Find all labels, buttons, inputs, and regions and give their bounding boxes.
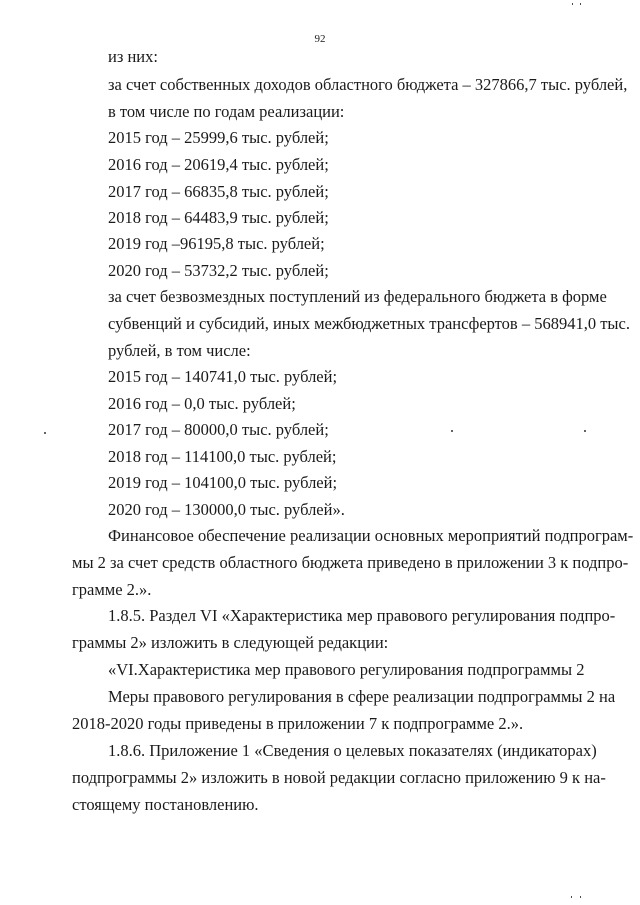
text-line: Финансовое обеспечение реализации основных мероприятий подпрограм- xyxy=(108,526,634,545)
text-line: рублей, в том числе: xyxy=(108,341,251,360)
text-line: за счет безвозмездных поступлений из федерального бюджета в форме xyxy=(108,287,607,306)
text-line: подпрограммы 2» изложить в новой редакции согласно приложению 9 к на- xyxy=(72,768,606,787)
text-line: 2018 год – 64483,9 тыс. рублей; xyxy=(108,208,329,227)
text-line: в том числе по годам реализации: xyxy=(108,102,345,121)
scan-speck xyxy=(580,896,581,898)
text-line: мы 2 за счет средств областного бюджета приведено в приложении 3 к подпро- xyxy=(72,553,629,572)
scan-speck xyxy=(451,430,453,432)
scan-speck xyxy=(44,432,46,434)
text-line: 2015 год – 25999,6 тыс. рублей; xyxy=(108,128,329,147)
text-line: 2016 год – 20619,4 тыс. рублей; xyxy=(108,155,329,174)
text-line: субвенций и субсидий, иных межбюджетных трансфертов – 568941,0 тыс. xyxy=(108,314,630,333)
text-line: граммы 2» изложить в следующей редакции: xyxy=(72,633,389,652)
scan-speck xyxy=(572,3,573,5)
text-line: 2015 год – 140741,0 тыс. рублей; xyxy=(108,367,338,386)
text-line: 1.8.5. Раздел VI «Характеристика мер правового регулирования подпро- xyxy=(108,606,616,625)
text-line: 2019 год –96195,8 тыс. рублей; xyxy=(108,234,325,253)
page-number: 92 xyxy=(314,33,326,45)
text-line: грамме 2.». xyxy=(72,580,152,599)
scan-speck xyxy=(580,3,581,5)
scan-speck xyxy=(571,896,572,898)
text-line: 2017 год – 66835,8 тыс. рублей; xyxy=(108,182,329,201)
text-line: 2019 год – 104100,0 тыс. рублей; xyxy=(108,473,338,492)
text-line: Меры правового регулирования в сфере реализации подпрограммы 2 на xyxy=(108,687,616,706)
text-line: 2018-2020 годы приведены в приложении 7 к подпрограмме 2.». xyxy=(72,714,524,733)
text-line: 2020 год – 130000,0 тыс. рублей». xyxy=(108,500,345,519)
text-line: «VI.Характеристика мер правового регулирования подпрограммы 2 xyxy=(108,660,585,679)
text-line: 2017 год – 80000,0 тыс. рублей; xyxy=(108,420,329,439)
text-line: 2020 год – 53732,2 тыс. рублей; xyxy=(108,261,329,280)
text-line: 1.8.6. Приложение 1 «Сведения о целевых показателях (индикаторах) xyxy=(108,741,597,760)
text-line: 2016 год – 0,0 тыс. рублей; xyxy=(108,394,296,413)
scan-speck xyxy=(584,430,586,432)
text-line: за счет собственных доходов областного бюджета – 327866,7 тыс. рублей, xyxy=(108,75,628,94)
text-line: 2018 год – 114100,0 тыс. рублей; xyxy=(108,447,337,466)
text-line: стоящему постановлению. xyxy=(72,795,259,814)
text-line: из них: xyxy=(108,47,158,66)
